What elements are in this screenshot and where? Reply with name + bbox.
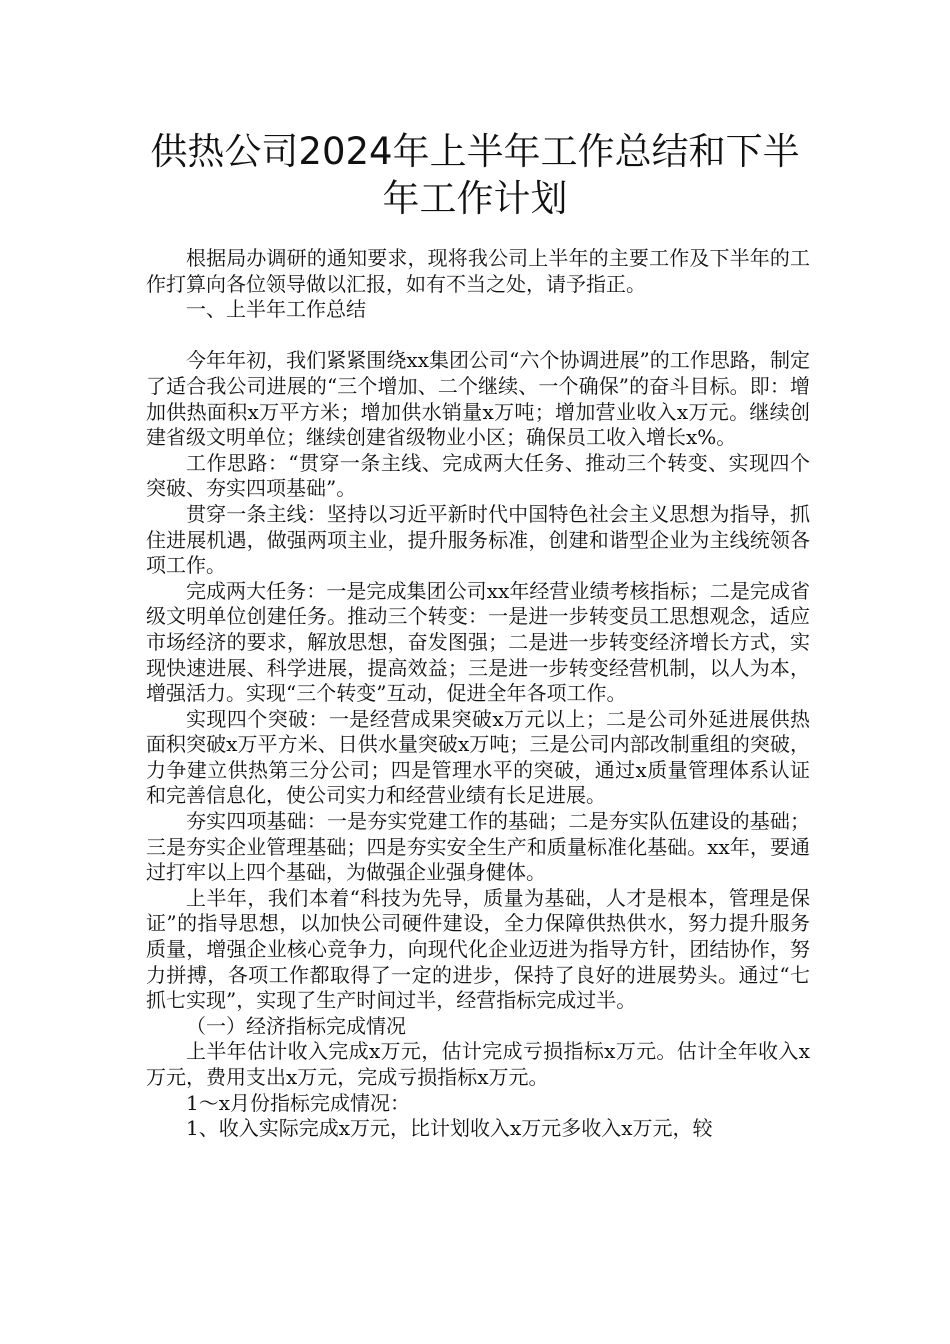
paragraph-two-tasks: 完成两大任务：一是完成集团公司xx年经营业绩考核指标；二是完成省级文明单位创建任务。推动三个转变：一是进一步转变员工思想观念，适应市场经济的要求，解放思想，奋发图强；二是进一步转变经济增长方式，实现快速进展、科学进展，提高效益；三是进一步转变经营机制，以人为本，增强活力。实现“三个转变”互动，促进全年各项工作。	[146, 578, 810, 706]
paragraph-work-idea: 工作思路：“贯穿一条主线、完成两大任务、推动三个转变、实现四个突破、夯实四项基础”。	[146, 450, 810, 501]
paragraph-goals: 今年年初，我们紧紧围绕xx集团公司“六个协调进展”的工作思路，制定了适合我公司进展的“三个增加、二个继续、一个确保”的奋斗目标。即：增加供热面积x万平方米；增加供水销量x万吨；增加营业收入x万元。继续创建省级文明单位；继续创建省级物业小区；确保员工收入增长x%。	[146, 348, 810, 450]
paragraph-first-half: 上半年，我们本着“科技为先导，质量为基础，人才是根本，管理是保证”的指导思想，以加快公司硬件建设，全力保障供热供水，努力提升服务质量，增强企业核心竞争力，向现代化企业迈进为指导方针，团结协作，努力拼搏，各项工作都取得了一定的进步，保持了良好的进展势头。通过“七抓七实现”，实现了生产时间过半，经营指标完成过半。	[146, 885, 810, 1013]
paragraph-revenue-actual: 1、收入实际完成x万元，比计划收入x万元多收入x万元，较	[186, 1116, 713, 1141]
paragraph-intro: 根据局办调研的通知要求，现将我公司上半年的主要工作及下半年的工作打算向各位领导做以汇报，如有不当之处，请予指正。	[146, 246, 810, 296]
paragraph-month-indicators: 1～x月份指标完成情况：	[186, 1090, 411, 1115]
paragraph-main-line: 贯穿一条主线：坚持以习近平新时代中国特色社会主义思想为指导，抓住进展机遇，做强两项主业，提升服务标准，创建和谐型企业为主线统领各项工作。	[146, 501, 810, 578]
document-body	[146, 246, 810, 1142]
paragraph-revenue-estimate: 上半年估计收入完成x万元，估计完成亏损指标x万元。估计全年收入x万元，费用支出x万元，完成亏损指标x万元。	[146, 1039, 810, 1089]
section-heading-summary: 一、上半年工作总结	[186, 297, 366, 322]
paragraph-four-breakthroughs: 实现四个突破：一是经营成果突破x万元以上；二是公司外延进展供热面积突破x万平方米、日供水量突破x万吨；三是公司内部改制重组的突破，力争建立供热第三分公司；四是管理水平的突破，通过x质量管理体系认证和完善信息化，使公司实力和经营业绩有长足进展。	[146, 706, 810, 808]
document-title: 供热公司2024年上半年工作总结和下半年工作计划	[150, 130, 800, 220]
paragraph-four-foundations: 夯实四项基础：一是夯实党建工作的基础；二是夯实队伍建设的基础；三是夯实企业管理基础；四是夯实安全生产和质量标准化基础。xx年，要通过打牢以上四个基础，为做强企业强身健体。	[146, 809, 810, 885]
subsection-heading-economic: （一）经济指标完成情况	[186, 1013, 406, 1038]
blank-line	[146, 323, 810, 349]
